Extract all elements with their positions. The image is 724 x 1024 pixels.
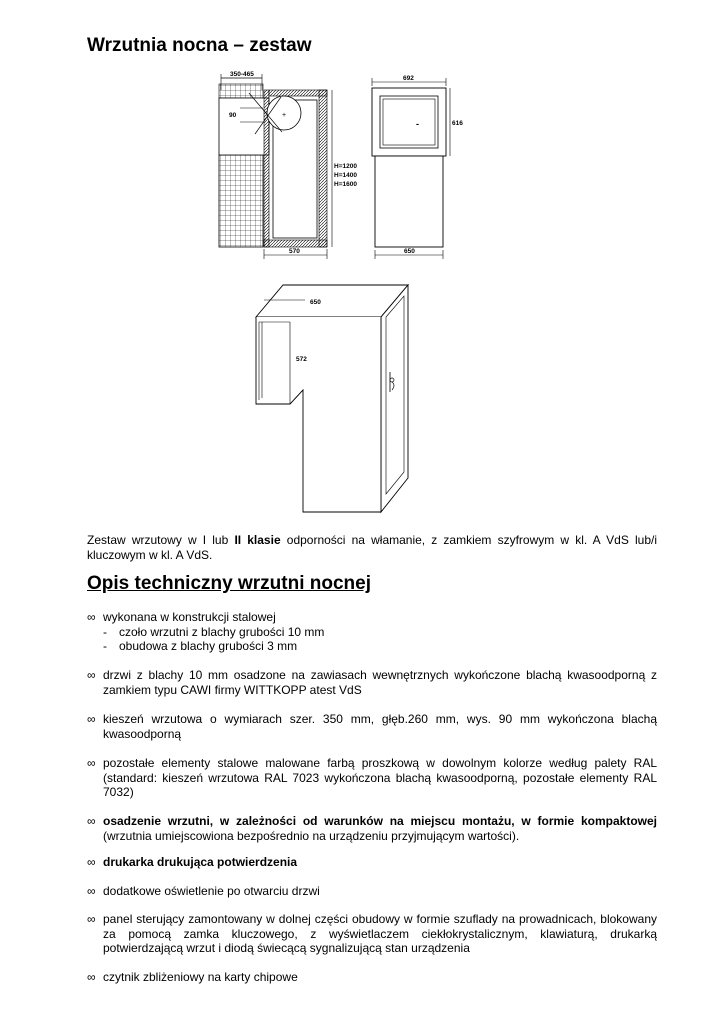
bullet-text-bold: osadzenie wrzutni, w zależności od warunków na miejscu montażu, w formie kompaktowej — [103, 814, 657, 828]
dim-350-465: 350-465 — [230, 71, 254, 78]
bullet-symbol: ∞ — [87, 668, 96, 682]
isometric-view — [256, 285, 408, 512]
dim-height-1400: H=1400 — [334, 172, 357, 179]
sub-item — [103, 625, 657, 640]
bullet-symbol: ∞ — [87, 712, 96, 726]
dim-height-1600: H=1600 — [334, 181, 357, 188]
bullet-symbol: ∞ — [87, 814, 96, 828]
bullet-text: drzwi z blachy 10 mm osadzone na zawiasach wewnętrznych wykończone blachą kwasoodporną z zamkiem typu CAWI firmy WITTKOPP atest VdS — [103, 668, 657, 697]
sub-item — [103, 639, 657, 654]
dim-height-1200: H=1200 — [334, 163, 357, 170]
bullet-symbol: ∞ — [87, 884, 96, 898]
sub-text: czoło wrzutni z blachy grubości 10 mm — [119, 624, 325, 639]
bullet-text — [103, 814, 657, 843]
bullet-text: pozostałe elementy stalowe malowane farbą proszkową w dowolnym kolorze według palety RAL (standard: kieszeń wrzutowa RAL 7023 wykończona blachą kwasoodporną, pozostałe elementy RAL 7032) — [103, 756, 657, 799]
bullet-text: wykonana w konstrukcji stalowej — [103, 610, 276, 624]
list-item — [87, 668, 657, 697]
intro-text-1: Zestaw wrzutowy w I lub — [87, 533, 235, 547]
intro-paragraph — [87, 533, 657, 563]
dim-650-iso: 650 — [310, 299, 321, 306]
bullet-symbol: ∞ — [87, 970, 96, 984]
drawing-plus-mark: + — [282, 112, 287, 119]
list-item — [87, 610, 657, 654]
dim-570: 570 — [289, 248, 300, 255]
dim-616: 616 — [452, 120, 463, 127]
bullet-text-rest: (wrzutnia umiejscowiona bezpośrednio na urządzeniu przyjmującym wartości). — [103, 828, 520, 843]
dim-650-front: 650 — [404, 248, 415, 255]
bullet-symbol: ∞ — [87, 756, 96, 770]
dim-692: 692 — [403, 75, 414, 82]
front-view — [372, 75, 463, 259]
dim-572: 572 — [296, 356, 307, 363]
bullet-text: panel sterujący zamontowany w dolnej części obudowy w formie szuflady na prowadnicach, blokowany za pomocą zamka kluczowego, z wyświetlaczem ciekłokrystalicznym, klawiaturą, drukarką potwierdzającą wrzut i diodą świecącą sygnalizującą stan urządzenia — [103, 912, 657, 955]
bullet-symbol: ∞ — [87, 912, 96, 926]
bullet-symbol: ∞ — [87, 610, 96, 624]
dash: - — [103, 639, 107, 653]
dash: - — [103, 624, 107, 639]
side-section-view — [219, 71, 357, 259]
list-item — [87, 712, 657, 741]
list-item — [87, 912, 657, 956]
section-title: Opis techniczny wrzutni nocnej — [87, 573, 371, 594]
intro-text-2: odporności na włamanie, z zamkiem szyfrowym w kl. A VdS lub/i kluczowym w kl. A VdS. — [87, 533, 658, 562]
sub-text: obudowa z blachy grubości 3 mm — [119, 639, 298, 653]
bullet-text: kieszeń wrzutowa o wymiarach szer. 350 mm, głęb.260 mm, wys. 90 mm wykończona blachą kwasoodporną — [103, 712, 657, 741]
dim-90: 90 — [229, 112, 237, 119]
page-title: Wrzutnia nocna – zestaw — [87, 35, 312, 56]
list-item — [87, 855, 657, 870]
list-item — [87, 814, 657, 843]
list-item — [87, 970, 657, 985]
bullet-symbol: ∞ — [87, 855, 96, 869]
intro-text-bold: II klasie — [234, 533, 281, 547]
bullet-text: dodatkowe oświetlenie po otwarciu drzwi — [103, 884, 320, 898]
list-item — [87, 884, 657, 899]
bullet-text: drukarka drukująca potwierdzenia — [103, 855, 298, 869]
drawing-minus-mark: - — [416, 119, 419, 129]
list-item — [87, 756, 657, 800]
bullet-text: czytnik zbliżeniowy na karty chipowe — [103, 970, 298, 984]
